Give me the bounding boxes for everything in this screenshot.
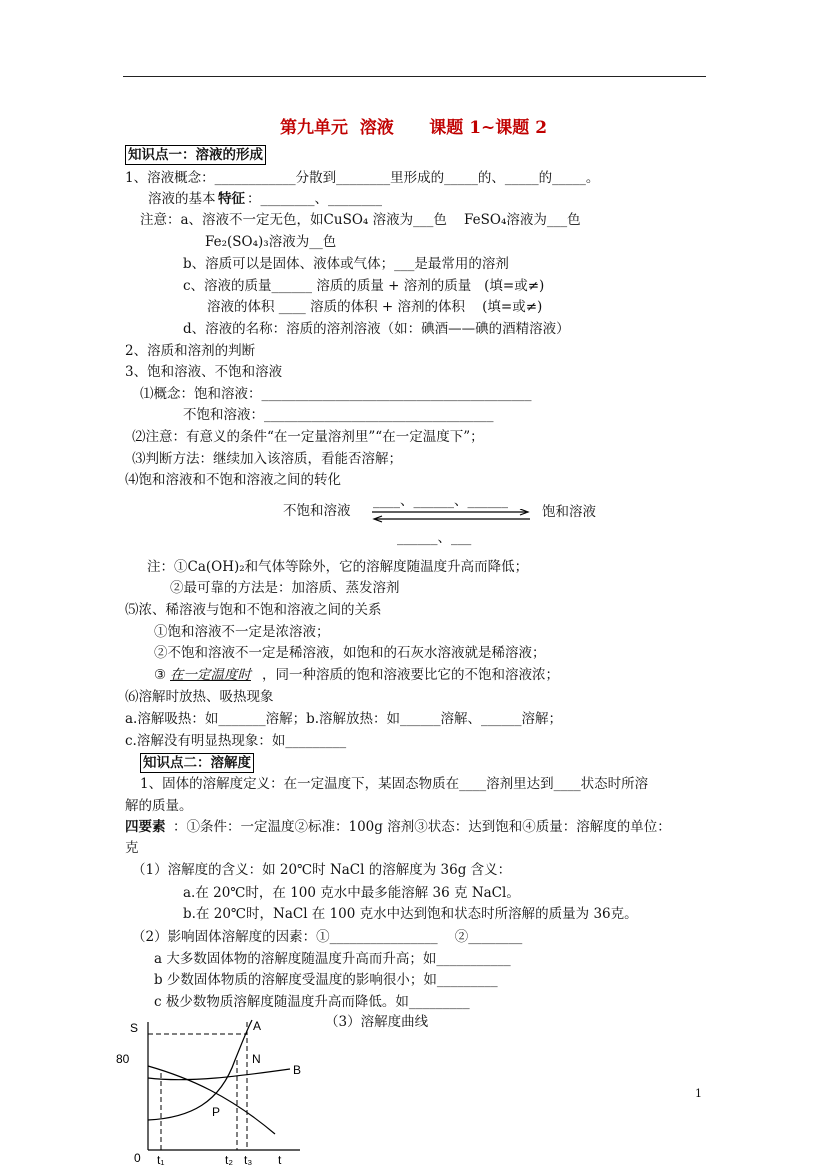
text-line-l35: b.在 20℃时，NaCl 在 100 克水中达到饱和状态时所溶解的质量为 36克。 xyxy=(183,906,638,922)
text-line-l10: 3、饱和溶液、不饱和溶液 xyxy=(125,364,283,380)
label-b: B xyxy=(293,1063,302,1077)
text-line-l36: （2）影响固体溶解度的因素：①________________ ②________ xyxy=(132,929,523,945)
text-line-k1: 知识点一：溶液的形成 xyxy=(125,145,266,165)
text-line-l32: 克 xyxy=(125,840,139,856)
text-line-l13: ⑵注意：有意义的条件“在一定量溶剂里”“在一定温度下”； xyxy=(132,429,484,445)
text-line-l20: 注：①Ca(OH)₂和气体等除外，它的溶解度随温度升高而降低； xyxy=(147,559,529,575)
header-rule xyxy=(123,76,706,77)
text-line-l23: ①饱和溶液不一定是浓溶液； xyxy=(154,624,330,640)
text-line-l21: ②最可靠的方法是：加溶质、蒸发溶剂 xyxy=(170,580,400,596)
text-line-l6: c、溶液的质量______ 溶质的质量 + 溶剂的质量 (填=或≠) xyxy=(183,278,545,294)
text-line-l2b: 特征 xyxy=(218,191,245,207)
label-t1: t₁ xyxy=(157,1153,165,1167)
text-line-l14: ⑶判断方法：继续加入该溶质，看能否溶解； xyxy=(132,451,402,467)
text-line-l24: ②不饱和溶液不一定是稀溶液，如饱和的石灰水溶液就是稀溶液； xyxy=(154,645,546,661)
text-line-l5: b、溶质可以是固体、液体或气体；___是最常用的溶剂 xyxy=(183,256,509,272)
text-line-l16: 不饱和溶液 xyxy=(283,503,351,519)
label-t3: t₃ xyxy=(244,1153,253,1167)
text-line-l22: ⑸浓、稀溶液与饱和不饱和溶液之间的关系 xyxy=(125,602,382,618)
text-line-l12: 不饱和溶液：__________________________________ xyxy=(183,407,494,423)
label-s: S xyxy=(130,1021,139,1035)
text-line-l2c: ：________、________ xyxy=(247,191,382,207)
text-line-l2a: 溶液的基本 xyxy=(148,191,216,207)
text-line-l37: a 大多数固体物的溶解度随温度升高而升高；如___________ xyxy=(154,951,511,967)
text-line-l19: ______、___ xyxy=(397,530,472,546)
label-t2: t₂ xyxy=(225,1153,233,1167)
text-line-l25a: ③ xyxy=(154,667,167,683)
text-line-l38: b 少数固体物质的溶解度受温度的影响很小；如_________ xyxy=(154,972,498,988)
text-line-l29: 1、固体的溶解度定义：在一定温度下，某固态物质在____溶剂里达到____状态时所溶 xyxy=(140,776,649,792)
label-origin: 0 xyxy=(134,1151,141,1165)
text-line-l3: 注意：a、溶液不一定无色，如CuSO₄ 溶液为___色 FeSO₄溶液为___色 xyxy=(140,212,581,228)
solubility-curve-graph xyxy=(110,1018,310,1170)
text-line-l17: ____、______、______ xyxy=(373,493,508,509)
text-line-l31b: ：①条件：一定温度②标准：100g 溶剂③状态：达到饱和④质量：溶解度的单位： xyxy=(173,819,671,835)
text-line-l39: c 极少数物质溶解度随温度升高而降低。如_________ xyxy=(154,994,470,1010)
text-line-l34: a.在 20℃时，在 100 克水中最多能溶解 36 克 NaCl。 xyxy=(183,885,520,901)
page-title: 第九单元 溶液 课题 1~课题 2 xyxy=(279,118,548,138)
text-line-l28: c.溶解没有明显热现象：如_________ xyxy=(125,733,347,749)
text-line-l8: d、溶液的名称：溶质的溶剂溶液（如：碘酒——碘的酒精溶液） xyxy=(183,321,570,337)
text-line-l4: Fe₂(SO₄)₃溶液为__色 xyxy=(205,234,337,250)
curve-b xyxy=(148,1069,290,1080)
text-line-l15: ⑷饱和溶液和不饱和溶液之间的转化 xyxy=(125,472,341,488)
text-line-l26: ⑹溶解时放热、吸热现象 xyxy=(125,689,274,705)
text-line-l33: （1）溶解度的含义：如 20℃时 NaCl 的溶解度为 36g 含义： xyxy=(132,862,512,878)
text-line-l7: 溶液的体积 ____ 溶质的体积 + 溶剂的体积 (填=或≠) xyxy=(207,299,543,315)
text-line-l40: （3）溶解度曲线 xyxy=(325,1014,429,1030)
curve-n xyxy=(148,1066,275,1134)
page-number: 1 xyxy=(695,1087,702,1100)
text-line-l30: 解的质量。 xyxy=(125,798,193,814)
conversion-arrows xyxy=(370,509,532,523)
text-line-l25b: 在一定温度时 xyxy=(170,667,251,683)
text-line-l25c: ，同一种溶质的饱和溶液要比它的不饱和溶液浓； xyxy=(262,667,559,683)
text-line-l1: 1、溶液概念：____________分散到________里形成的_____的、_____的_____。 xyxy=(125,170,600,186)
label-80: 80 xyxy=(116,1052,130,1066)
text-line-l31a: 四要素 xyxy=(125,819,166,835)
label-p: P xyxy=(212,1105,221,1119)
text-line-k2: 知识点二：溶解度 xyxy=(140,753,254,773)
label-a: A xyxy=(253,1019,262,1033)
label-n: N xyxy=(252,1052,261,1066)
text-line-l18: 饱和溶液 xyxy=(542,504,596,520)
text-line-l9: 2、溶质和溶剂的判断 xyxy=(125,343,256,359)
text-line-l27: a.溶解吸热：如_______溶解；b.溶解放热：如______溶解、______溶解； xyxy=(125,711,563,727)
label-t: t xyxy=(278,1153,282,1167)
text-line-l11: ⑴概念：饱和溶液：________________________________________ xyxy=(140,386,532,402)
